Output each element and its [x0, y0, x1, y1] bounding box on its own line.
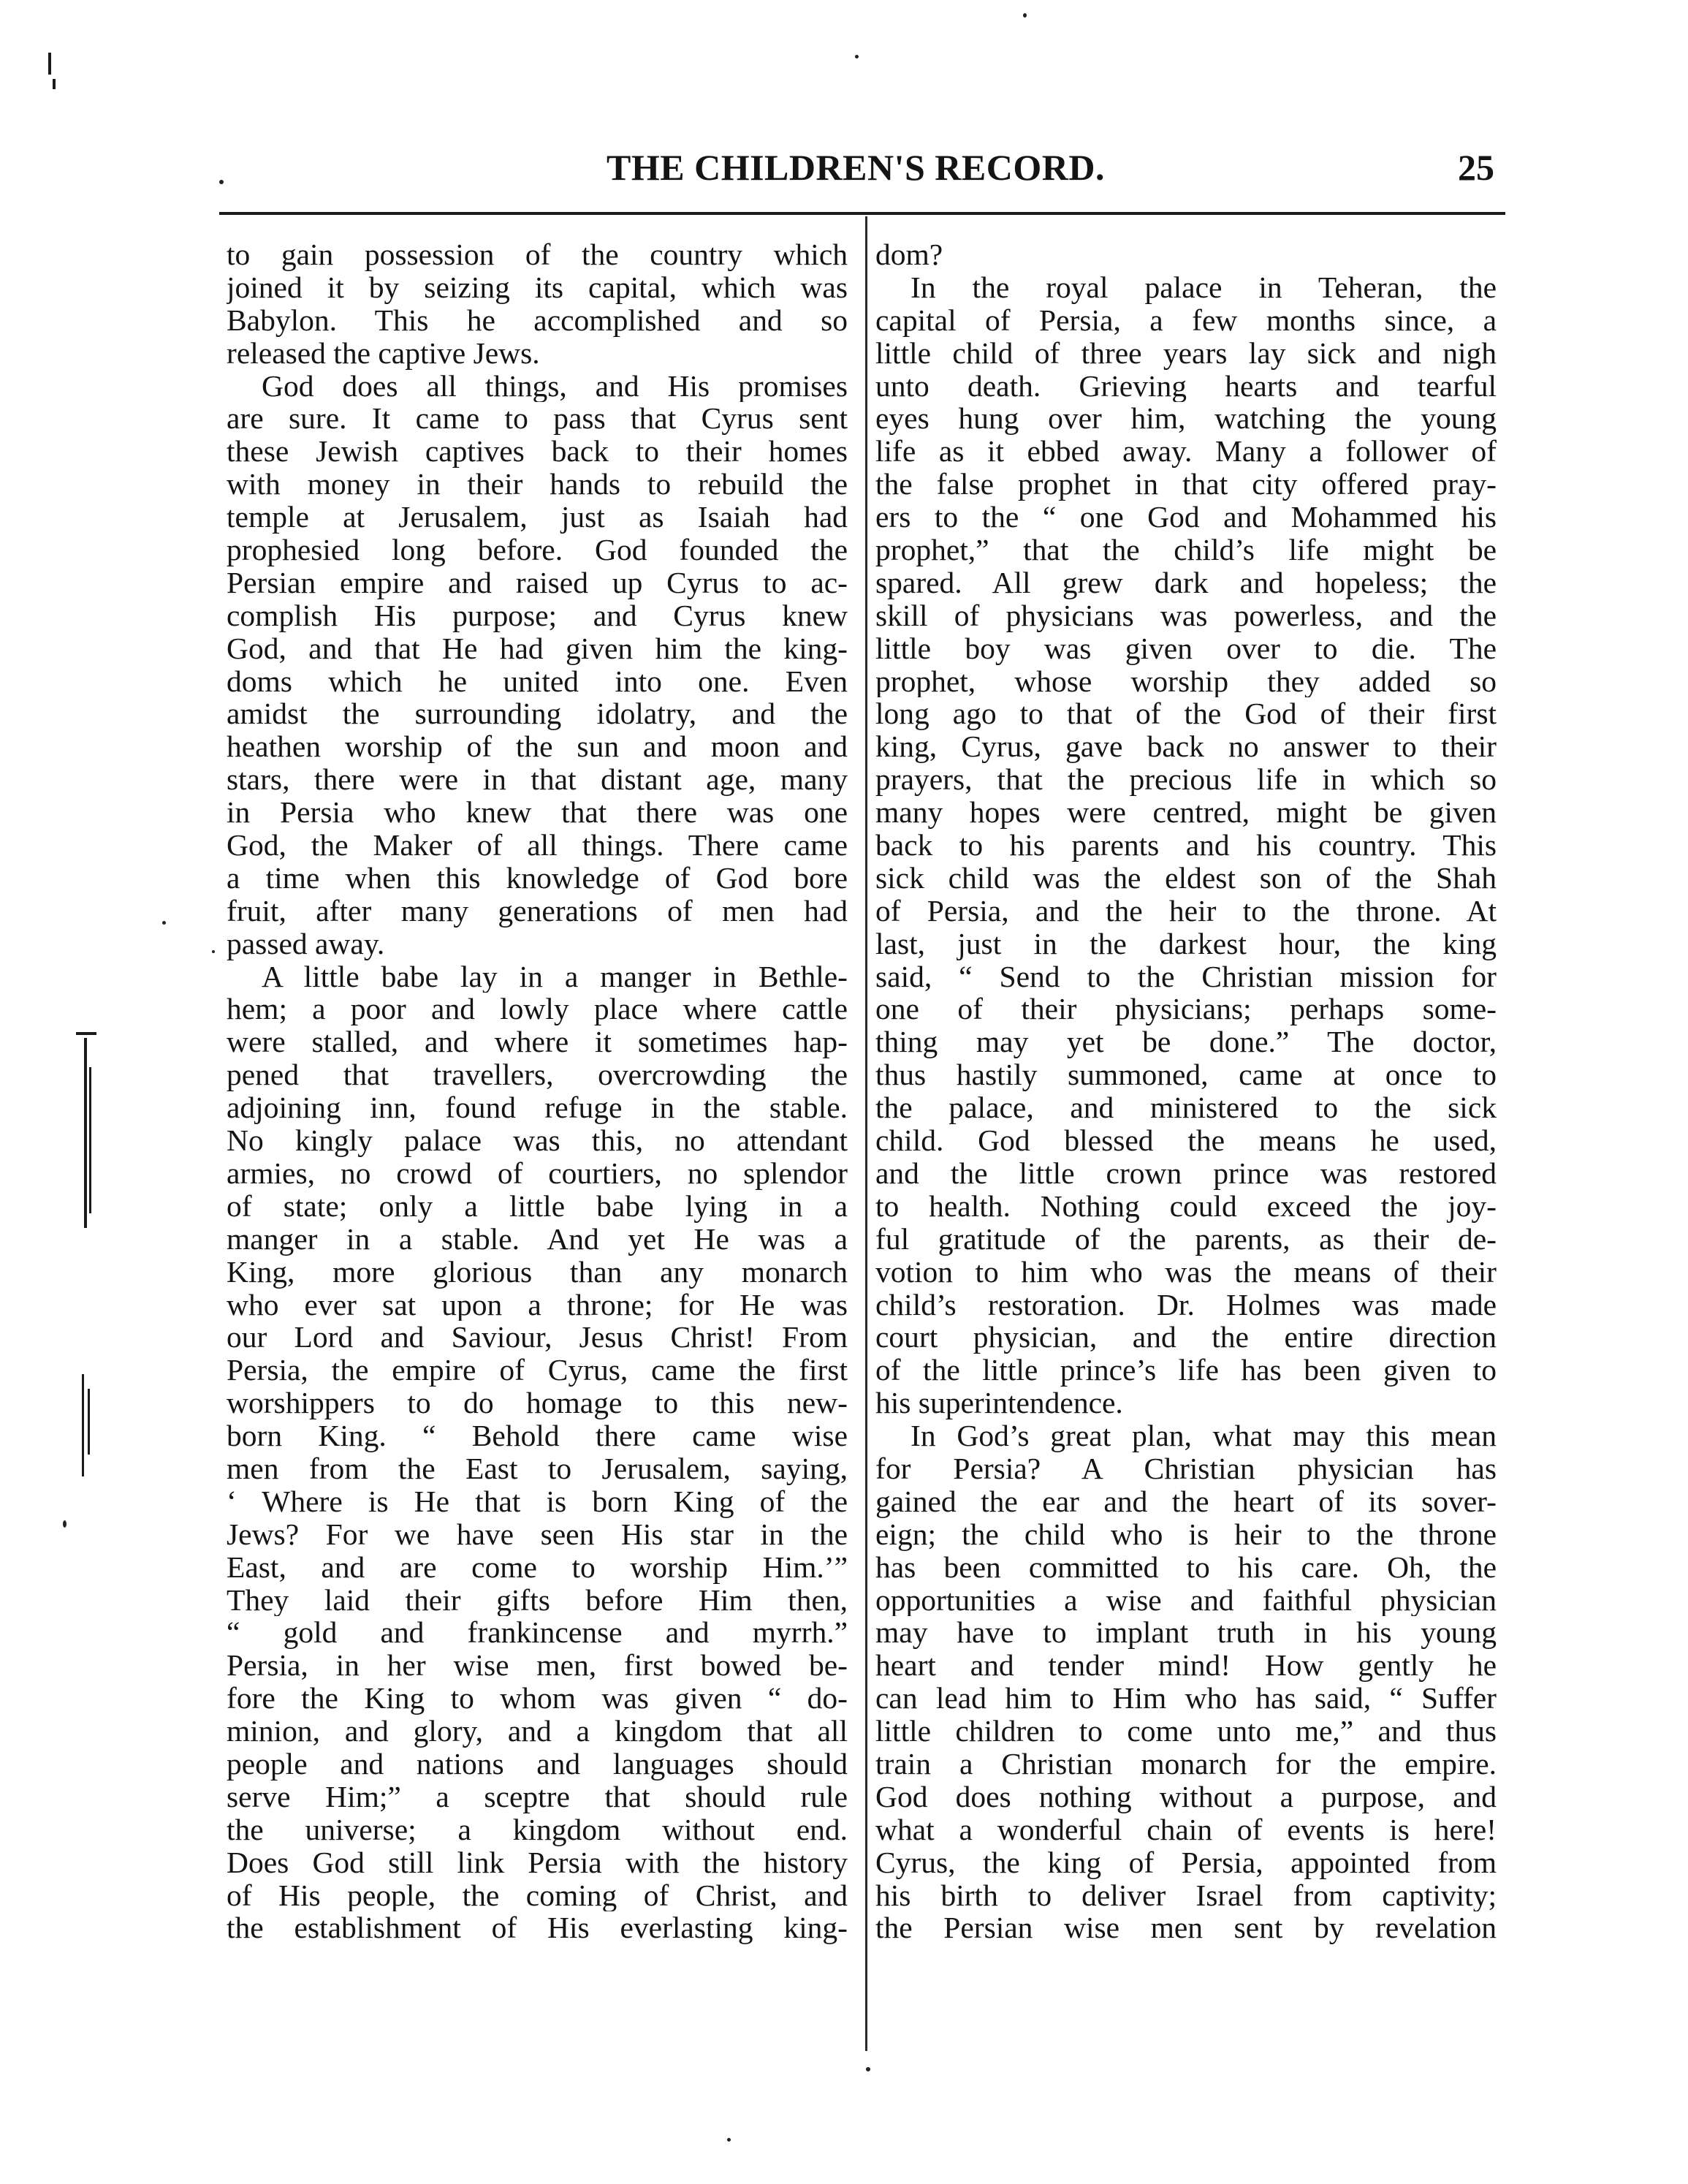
- text-line: gained the ear and the heart of its sover-: [875, 1485, 1497, 1518]
- text-line: Babylon. This he accomplished and so: [227, 303, 848, 337]
- text-line: born King. “ Behold there came wise: [227, 1419, 848, 1452]
- scan-speck: [63, 1520, 66, 1528]
- text-line: minion, and glory, and a kingdom that all: [227, 1715, 848, 1748]
- text-line: heathen worship of the sun and moon and: [227, 730, 848, 764]
- text-line: his birth to deliver Israel from captivity;: [875, 1878, 1497, 1912]
- text-line: temple at Jerusalem, just as Isaiah had: [227, 501, 848, 534]
- margin-mark: [88, 1389, 90, 1455]
- text-line: train a Christian monarch for the empire.: [875, 1747, 1497, 1781]
- text-line: the establishment of His everlasting king-: [227, 1911, 848, 1945]
- left-column: [227, 238, 848, 1944]
- margin-mark: [89, 1067, 91, 1213]
- right-column: [875, 238, 1497, 1944]
- text-line: are sure. It came to pass that Cyrus sent: [227, 402, 848, 436]
- text-line: doms which he united into one. Even: [227, 664, 848, 698]
- text-line: heart and tender mind! How gently he: [875, 1649, 1497, 1683]
- text-line: one of their physicians; perhaps some-: [875, 993, 1497, 1026]
- margin-mark: [82, 1374, 84, 1476]
- text-line: released the captive Jews.: [227, 336, 540, 370]
- text-line: many hopes were centred, might be given: [875, 796, 1497, 830]
- text-line: long ago to that of the God of their first: [875, 697, 1497, 731]
- text-line: has been committed to his care. Oh, the: [875, 1550, 1497, 1584]
- text-line: and the little crown prince was restored: [875, 1156, 1497, 1190]
- text-line: the false prophet in that city offered pray-: [875, 468, 1497, 501]
- text-line: God, and that He had given him the king-: [227, 632, 848, 665]
- text-line: can lead him to Him who has said, “ Suffer: [875, 1682, 1497, 1715]
- text-line: the Persian wise men sent by revelation: [875, 1911, 1497, 1945]
- text-line: Persia, the empire of Cyrus, came the first: [227, 1354, 848, 1387]
- scan-speck: [866, 2067, 870, 2071]
- text-line: stars, there were in that distant age, many: [227, 763, 848, 797]
- text-line: little children to come unto me,” and thus: [875, 1715, 1497, 1748]
- text-line: life as it ebbed away. Many a follower of: [875, 435, 1497, 469]
- text-line: prophet,” that the child’s life might be: [875, 534, 1497, 566]
- text-line: Does God still link Persia with the history: [227, 1846, 848, 1879]
- text-line: opportunities a wise and faithful physician: [875, 1583, 1497, 1617]
- scan-speck: [855, 55, 859, 58]
- text-line: child. God blessed the means he used,: [875, 1124, 1497, 1157]
- text-line: thus hastily summoned, came at once to: [875, 1058, 1497, 1092]
- text-line: child’s restoration. Dr. Holmes was made: [875, 1288, 1497, 1322]
- text-line: his superintendence.: [875, 1387, 1123, 1420]
- text-line: little child of three years lay sick and nigh: [875, 336, 1497, 370]
- text-line: unto death. Grieving hearts and tearful: [875, 369, 1497, 403]
- text-line: to health. Nothing could exceed the joy-: [875, 1189, 1497, 1223]
- text-line: prophesied long before. God founded the: [227, 534, 848, 566]
- header-rule: [219, 212, 1505, 215]
- text-line: King, more glorious than any monarch: [227, 1255, 848, 1289]
- text-line: may have to implant truth in his young: [875, 1616, 1497, 1650]
- text-line: In the royal palace in Teheran, the: [910, 270, 1497, 304]
- text-line: passed away.: [227, 927, 385, 960]
- text-line: God does nothing without a purpose, and: [875, 1780, 1497, 1813]
- text-line: hem; a poor and lowly place where cattle: [227, 993, 848, 1026]
- text-line: skill of physicians was powerless, and the: [875, 599, 1497, 632]
- text-line: what a wonderful chain of events is here!: [875, 1813, 1497, 1846]
- text-line: eign; the child who is heir to the throne: [875, 1517, 1497, 1551]
- text-line: East, and are come to worship Him.’”: [227, 1550, 848, 1584]
- scan-speck: [212, 950, 215, 953]
- text-line: capital of Persia, a few months since, a: [875, 303, 1497, 337]
- text-line: sick child was the eldest son of the Shah: [875, 861, 1497, 895]
- scan-speck: [219, 180, 224, 184]
- text-line: spared. All grew dark and hopeless; the: [875, 566, 1497, 599]
- text-line: votion to him who was the means of their: [875, 1255, 1497, 1289]
- text-line: Cyrus, the king of Persia, appointed from: [875, 1846, 1497, 1879]
- text-line: little boy was given over to die. The: [875, 632, 1497, 665]
- text-line: prophet, whose worship they added so: [875, 664, 1497, 698]
- text-line: in Persia who knew that there was one: [227, 796, 848, 830]
- text-line: joined it by seizing its capital, which was: [227, 270, 848, 304]
- text-line: king, Cyrus, gave back no answer to their: [875, 730, 1497, 764]
- text-line: these Jewish captives back to their homes: [227, 435, 848, 469]
- column-divider: [865, 216, 867, 2051]
- margin-mark: [53, 79, 56, 89]
- text-line: amidst the surrounding idolatry, and the: [227, 697, 848, 731]
- text-line: Persian empire and raised up Cyrus to ac-: [227, 566, 848, 599]
- text-line: dom?: [875, 238, 943, 271]
- margin-mark: [76, 1032, 96, 1035]
- text-line: our Lord and Saviour, Jesus Christ! From: [227, 1321, 848, 1354]
- scan-speck: [162, 921, 166, 925]
- text-line: God does all things, and His promises: [262, 369, 848, 403]
- text-line: the palace, and ministered to the sick: [875, 1091, 1497, 1125]
- text-line: to gain possession of the country which: [227, 238, 848, 271]
- text-line: were stalled, and where it sometimes hap-: [227, 1025, 848, 1059]
- text-line: God, the Maker of all things. There came: [227, 829, 848, 862]
- text-line: In God’s great plan, what may this mean: [910, 1419, 1497, 1452]
- text-line: back to his parents and his country. This: [875, 829, 1497, 862]
- text-line: They laid their gifts before Him then,: [227, 1583, 848, 1617]
- text-line: No kingly palace was this, no attendant: [227, 1124, 848, 1157]
- text-line: complish His purpose; and Cyrus knew: [227, 599, 848, 632]
- text-line: serve Him;” a sceptre that should rule: [227, 1780, 848, 1813]
- text-line: who ever sat upon a throne; for He was: [227, 1288, 848, 1322]
- text-line: of Persia, and the heir to the throne. At: [875, 894, 1497, 928]
- text-line: of state; only a little babe lying in a: [227, 1189, 848, 1223]
- text-line: men from the East to Jerusalem, saying,: [227, 1452, 848, 1485]
- text-line: for Persia? A Christian physician has: [875, 1452, 1497, 1485]
- text-line: worshippers to do homage to this new-: [227, 1387, 848, 1420]
- text-line: with money in their hands to rebuild the: [227, 468, 848, 501]
- text-line: ‘ Where is He that is born King of the: [227, 1485, 848, 1518]
- text-line: said, “ Send to the Christian mission for: [875, 960, 1497, 993]
- text-line: ers to the “ one God and Mohammed his: [875, 501, 1497, 534]
- text-line: people and nations and languages should: [227, 1747, 848, 1781]
- text-line: ful gratitude of the parents, as their de-: [875, 1222, 1497, 1256]
- text-line: A little babe lay in a manger in Bethle-: [262, 960, 848, 993]
- margin-mark: [84, 1038, 87, 1228]
- text-line: eyes hung over him, watching the young: [875, 402, 1497, 436]
- text-line: of His people, the coming of Christ, and: [227, 1878, 848, 1912]
- text-line: adjoining inn, found refuge in the stable.: [227, 1091, 848, 1125]
- text-line: court physician, and the entire direction: [875, 1321, 1497, 1354]
- text-line: last, just in the darkest hour, the king: [875, 927, 1497, 960]
- text-line: fruit, after many generations of men had: [227, 894, 848, 928]
- page-header-title: THE CHILDREN'S RECORD.: [607, 147, 1105, 188]
- text-line: of the little prince’s life has been given to: [875, 1354, 1497, 1387]
- text-line: a time when this knowledge of God bore: [227, 861, 848, 895]
- text-line: “ gold and frankincense and myrrh.”: [227, 1616, 848, 1650]
- text-line: the universe; a kingdom without end.: [227, 1813, 848, 1846]
- scan-speck: [727, 2138, 731, 2142]
- text-line: Persia, in her wise men, first bowed be-: [227, 1649, 848, 1683]
- page-number: 25: [1458, 147, 1494, 188]
- scan-speck: [1023, 13, 1027, 18]
- text-line: thing may yet be done.” The doctor,: [875, 1025, 1497, 1059]
- text-line: Jews? For we have seen His star in the: [227, 1517, 848, 1551]
- text-line: fore the King to whom was given “ do-: [227, 1682, 848, 1715]
- text-line: manger in a stable. And yet He was a: [227, 1222, 848, 1256]
- margin-mark: [48, 53, 51, 75]
- text-line: pened that travellers, overcrowding the: [227, 1058, 848, 1092]
- text-line: armies, no crowd of courtiers, no splendor: [227, 1156, 848, 1190]
- text-line: prayers, that the precious life in which so: [875, 763, 1497, 797]
